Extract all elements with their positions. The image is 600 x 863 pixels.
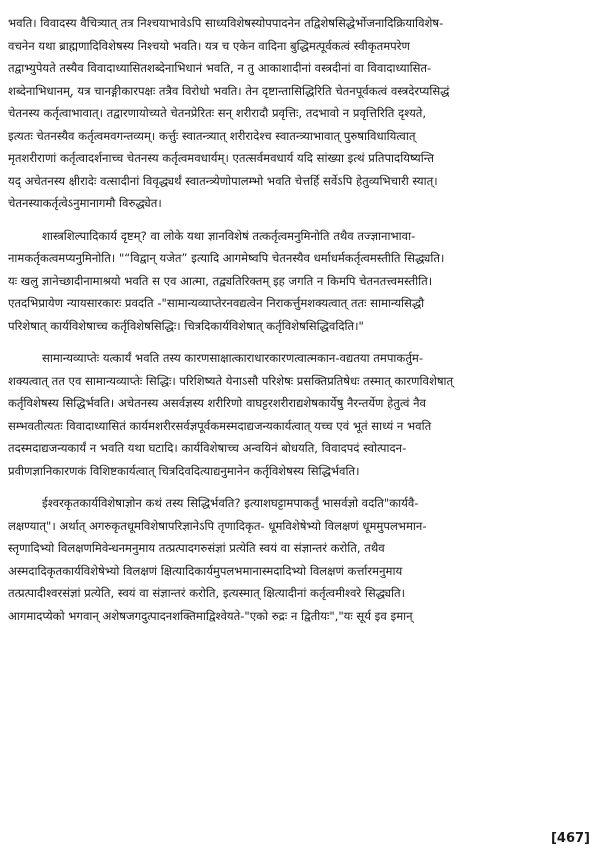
text-line: लक्षण्यात्"। अर्थात् अगरुकृतधूमविशेषापरिज्ञानेऽपि तृणादिकृत- धूमविशेषेभ्यो विलक्षणं धूममुपलभमान- (8, 518, 427, 533)
text-line: भवति। विवादस्य वैचित्र्यात् तत्र निश्चयाभावेऽपि साध्यविशेषस्योपपादनेन तद्विशेषसिद्धेर्भोजनादिक्रियाविशेष- (8, 16, 444, 30)
page-number: [467] (550, 831, 590, 846)
text-line: परिशेषात् कार्यविशेषाच्च कर्तृविशेषसिद्धिः। चित्रदिकार्यविशेषात् कर्तृविशेषसिद्धिवदिति।" (8, 318, 364, 333)
paragraph-2 (8, 225, 592, 338)
text-line: वचनेन यथा ब्राह्मणादिविशेषस्य निश्चयो भवति। यत्र च एकेन वादिना बुद्धिमत्पूर्वकत्वं स्वीकृतमपरेण (8, 38, 410, 53)
text-line: आगमादप्येको भगवान् अशेषजगदुत्पादनशक्तिमाद्विश्वेयते-"एको रुद्रः न द्वितीयः","यः सूर्य इव इमान् (8, 608, 413, 623)
text-line: शब्देनाभिधानम्, यत्र चानङ्गीकारपक्षः तत्रैव विरोधो भवति। तेन दृष्टान्तासिद्धिरिति चेतनपूर्वकत्वं वस्त्रदेरप्यसिद्धं (8, 83, 450, 98)
text-line: स्तृणादिभ्यो विलक्षणमिवेन्धनमनुमाय तत्प्रत्पादगरुसंज्ञां प्रत्येति स्वयं वा संज्ञान्तरं करोति, तथैव (8, 541, 385, 555)
text-line: कर्तृविशेषस्य सिद्धिर्भवति। अचेतनस्य असर्वज्ञस्य शरीरिणो वाघट्टरशरीराद्यशेषकार्येषु नैरन्तर्येण हेतुत्वं नैव (8, 396, 426, 410)
text-line: तदस्मदाद्यजन्यकार्यं न भवति यथा घटादि। कार्यविशेषाच्च अन्वयिनं बोधयति, विवादपदं स्वोत्पादन- (8, 441, 407, 455)
text-line: सामान्यव्याप्तेः यत्कार्यं भवति तस्य कारणसाक्षात्काराधारकारणत्वात्मकान-वद्यतया तमपाकर्तुम- (42, 351, 424, 365)
text-line: मृतशरीराणां कर्तृत्वादर्शनाच्च चेतनस्य कर्तृत्वमवधार्यम्। एतत्सर्वमवधार्य यदि सांख्या इत्थं प्रतिपादयिष्यन्ति (8, 151, 434, 165)
text-line: तद्वाभ्युपेयते तस्यैव विवादाध्यासितशब्देनाभिधानं भवति, न तु आकाशादीनां वस्त्रदीनां वा विवादाध्यासित- (8, 61, 432, 75)
text-line: प्रवीणज्ञानिकारणकं विशिष्टकार्यत्वात् चित्रदिवदित्याद्यनुमानेन कर्तृविशेषस्य सिद्धिर्भवति। (8, 463, 360, 478)
text-line: चेतनस्य कर्तृत्वाभावात्। तद्वारणायोच्यते चेतनप्रेरितः सन् शरीरादौ प्रवृत्तिः, तदभावो न प्रवृत्तिरिति दृश्यते, (8, 106, 427, 120)
text-line: इत्यतः चेतनस्यैव कर्तृत्वमवगन्तव्यम्। कर्त्तुः स्वातन्त्र्यात् शरीरादेश्च स्वातन्त्र्याभावात् पुरुषाविधायित्वात् (8, 128, 416, 143)
text-line: यः खलु ज्ञानेच्छादीनामाश्रयो भवति स एव आत्मा, तद्व्यतिरिक्तम् इह जगति न किमपि चेतनतत्त्वमस्तीति। (8, 273, 433, 288)
text-line: यद् अचेतनस्य क्षीरादेः वत्सादीनां विवृद्ध्यर्थं स्वातन्त्र्येणोपालम्भो भवति चेत्तर्हि सर्वेऽपि हेतुव्यभिचारी स्यात्। (8, 173, 438, 188)
text-line: चेतनस्याकर्तृत्वेऽनुमानागमौ विरुद्ध्येत। (8, 196, 162, 210)
text-line: शास्त्रशिल्पादिकार्य दृष्टम्? वा लोके यथा ज्ञानविशेषं तत्कर्तृत्वमनुमिनोति तथैव तज्ज्ञानाभावा- (42, 228, 416, 243)
text-line: तत्प्रत्पादीश्वरसंज्ञां प्रत्येति, स्वयं वा संज्ञान्तरं करोति, इत्यस्मात् क्षित्यादीनां कर्तृत्वमीश्वरे सिद्ध्यति। (8, 586, 405, 600)
paragraph-4 (8, 492, 592, 627)
text-line: अस्मदादिकृतकार्यविशेषेभ्यो विलक्षणं क्षित्यादिकार्यमुपलभमानास्मदादिभ्यो विलक्षणं कर्त्तारमनुमाय (8, 563, 403, 578)
paragraph-1 (8, 12, 592, 215)
text-line: एतदभिप्रायेण न्यायसारकारः प्रवदति -"सामान्यव्याप्तेरनवद्यत्वेन निराकर्त्तुमशक्यत्वात् ततः सामान्यसिद्धौ (8, 296, 425, 310)
text-line: शक्यत्वात् तत एव सामान्यव्याप्तेः सिद्धिः। परिशिष्यते येनाऽसौ परिशेषः प्रसक्तिप्रतिषेधः तस्मात् कारणविशेषात् (8, 373, 454, 388)
text-line: सम्भवतीत्यतः विवादाध्यासितं कार्यमशरीरसर्वज्ञपूर्वकमस्मदाद्यजन्यकार्यत्वात् यच्च एवं भूतं साध्यं न भवति (8, 418, 432, 433)
text-line: ईश्वरकृतकार्यविशेषाज्ञोन कथं तस्य सिद्धिर्भवति? इत्याशघट्टामपाकर्तुं भासर्वज्ञो वदति"कार्यवै- (42, 496, 419, 510)
text-line: नामकर्तृकत्वमप्यनुमिनोति। "“विद्वान् यजेत” इत्यादि आगमेष्वपि चेतनस्यैव धर्माधर्मकर्तृत्वमस्तीति सिद्ध्यति। (8, 251, 445, 265)
paragraph-3 (8, 347, 592, 482)
